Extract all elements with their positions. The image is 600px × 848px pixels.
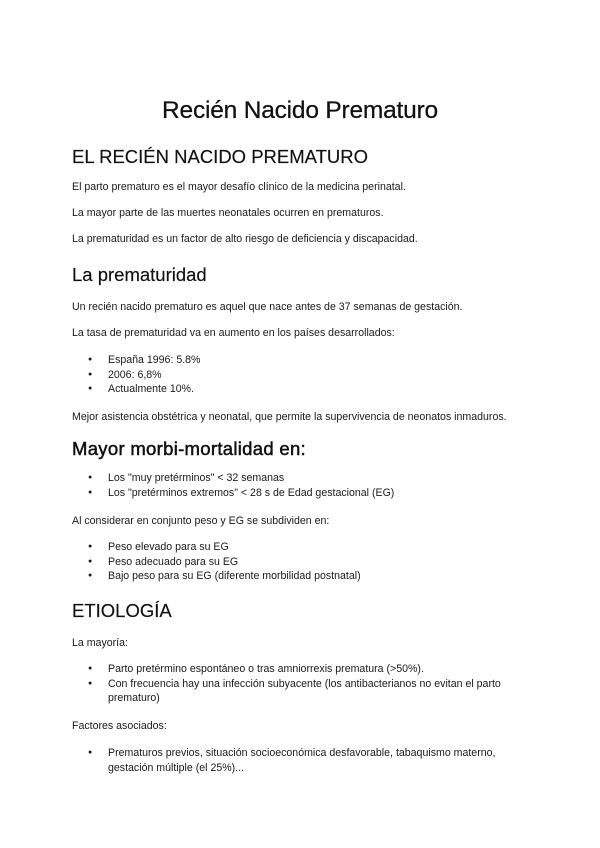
- bullet-list-peso: [72, 540, 532, 584]
- paragraph: La tasa de prematuridad va en aumento en los países desarrollados:: [72, 327, 395, 339]
- document-title: Recién Nacido Prematuro: [162, 97, 438, 124]
- list-item: ● España 1996: 5.8%: [72, 353, 532, 368]
- list-item: ● Peso elevado para su EG: [72, 540, 532, 555]
- list-item: ● 2006: 6,8%: [72, 368, 532, 383]
- list-item: ● Peso adecuado para su EG: [72, 555, 532, 570]
- list-item: ● Actualmente 10%.: [72, 382, 532, 397]
- bullet-list-factores: [72, 746, 532, 775]
- paragraph: Un recién nacido prematuro es aquel que nace antes de 37 semanas de gestación.: [72, 301, 463, 313]
- section-heading-morbi-mortalidad: Mayor morbi-mortalidad en:: [72, 438, 306, 459]
- section-heading-recien-nacido: EL RECIÉN NACIDO PREMATURO: [72, 146, 369, 167]
- paragraph: Mejor asistencia obstétrica y neonatal, que permite la supervivencia de neonatos inmaduros.: [72, 411, 507, 423]
- section-heading-etiologia: ETIOLOGÍA: [72, 600, 172, 621]
- list-item: ● Con frecuencia hay una infección subyacente (los antibacterianos no evitan el parto prematuro): [72, 677, 532, 706]
- list-item: ● Los "pretérminos extremos" < 28 s de Edad gestacional (EG): [72, 486, 532, 501]
- bullet-list-prematuridad-tasa: [72, 353, 532, 397]
- paragraph: El parto prematuro es el mayor desafío clínico de la medicina perinatal.: [72, 181, 406, 193]
- paragraph: La prematuridad es un factor de alto riesgo de deficiencia y discapacidad.: [72, 233, 418, 245]
- paragraph: La mayor parte de las muertes neonatales ocurren en prematuros.: [72, 207, 384, 219]
- list-item: ● Prematuros previos, situación socioeconómica desfavorable, tabaquismo materno, gestación múltiple (el 25%)...: [72, 746, 532, 775]
- list-item: ● Bajo peso para su EG (diferente morbilidad postnatal): [72, 569, 532, 584]
- paragraph: Factores asociados:: [72, 720, 167, 732]
- list-item: ● Parto pretérmino espontáneo o tras amniorrexis prematura (>50%).: [72, 662, 532, 677]
- paragraph: La mayoría:: [72, 637, 128, 649]
- section-heading-prematuridad: La prematuridad: [72, 264, 207, 285]
- bullet-list-pretérminos: [72, 471, 532, 500]
- bullet-list-mayoria: [72, 662, 532, 706]
- list-item: ● Los "muy pretérminos" < 32 semanas: [72, 471, 532, 486]
- paragraph: Al considerar en conjunto peso y EG se subdividen en:: [72, 515, 330, 527]
